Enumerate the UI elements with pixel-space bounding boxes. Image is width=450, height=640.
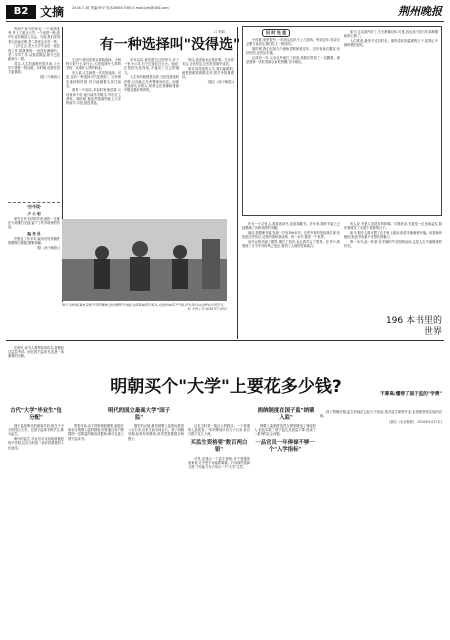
paragraph: 有人说,人生就是一次次的选择。可是,也有一种选择,叫"没得选"。当你别无选择的时候,你只能硬着头皮往前走。 [66,71,121,88]
photo-caption [62,303,227,323]
subheading: 明代的国立最高大学"国子监" [107,408,171,421]
paragraph: 明代的监生,毕业后可以直接被朝廷授予官职,这在当时是一条非常重要的入仕途径。 [8,437,64,450]
divider [237,27,238,339]
paragraph: 如今,生活条件好了,天天都像过年,可是,再也找不回当年那种期盼的心情了。 [344,30,438,39]
paragraph: 小时候,家里很穷,一年到头也吃不上几顿肉。每到过年,母亲总会想方设法让我们吃上一顿好的。 [246,38,340,47]
paragraph: 研究古代书法的学者,他的一生都在与笔墨打交道,留下了许多珍贵的作品。 [8,217,60,230]
paragraph: 作为一个文化人,我喜欢读书,也喜欢藏书。多年来,我的书架上已经摆满了各种各样的书籍。 [242,222,340,231]
article3-headline: 明朝买个"大学"上要花多少钱? [110,377,342,397]
paragraph: 景泰年间,由于国家财政紧张,朝廷开始实行纳粟入监的制度,即普通百姓只要捐纳一定数量的粮食或银两,就可以进入国子监读书。 [68,424,124,441]
paragraph: 生活中,我们常常会面临选择。小到每天吃什么穿什么,大到选择什么样的学校、从事什么样的职业。 [66,58,121,71]
article3-col1 [8,424,64,634]
paragraph: 可见,花钱买一个监生资格,对于普通家庭来说,几乎是不可能的事情。只有那些富商大贾,才有能力为子弟买一个"大学"文凭。 [188,456,250,470]
paragraph: 捧一本书,泡一杯茶,在安静的午后细细品读,这是人生中最惬意的时光。 [344,239,442,249]
paragraph: 在报社工作多年,编务员负责稿件的整理与排版,默默奉献。 [8,236,60,245]
paragraph: 在明代,读书人要想获得功名,需要经过层层考试。而在国子监读书,也是一条重要的出路。 [8,346,64,359]
author: 口 李娟 [214,30,225,34]
subheading: 古代"大学"毕业生"包分配" [10,408,62,421]
box-label [262,29,290,37]
article3-col3 [128,424,184,634]
paragraph: 纳粟入监制度虽然为国家增加了财政收入,但也导致了国子监生员质量下降,造成了一系列的社会问题。 [254,424,316,437]
paragraph: 到了明朝后期,监生的地位已经大不如前,很多监生即使毕业,也很难获得实际的官职。 [320,410,442,419]
top-left-article [8,27,60,199]
left-narrow-items [8,212,60,302]
paragraph: 人们常说,最美不过旧时光。那些清贫却温暖的日子,是我心中最珍贵的回忆。 [344,38,438,48]
paragraph: 国子监是明代的最高学府,相当于今天的国立大学。在国子监读书的学生,称为监生。 [8,424,64,437]
article1-col2 [124,58,179,214]
right-col1 [246,38,340,212]
paragraph: 有两个孩子的家长,一个成绩优秀,考上了重点大学,一个成绩一般,高中毕业后就进入社会。当初,我们觉得老大前途光明,老二将来会辛苦一些。 [8,27,60,44]
paragraph: 读书让我开阔了眼界,增长了知识,也让我学会了思考。在书中,我看到了古今中外的风云变幻,看到了人间的悲欢离合。 [242,239,340,249]
header-date: 2016.7.16 [72,6,90,10]
item-title: 编 务 员 [27,231,41,236]
book-article-title: 196 本书里的世界 [385,316,442,337]
section-rule [6,340,444,341]
article3-intro [8,346,64,406]
paragraph: 如今,很多人都习惯了在手机上阅读,纸质书渐渐被冷落。但我始终相信,纸质书有着不可替代的魅力。 [344,230,442,240]
subheading: 不算高:懂得了国子监的"学费" [380,392,442,397]
newspaper-brand: 荆州晚报 [398,5,442,18]
caption-text: 新学习时期,要有自强不息的精神,坚持理想不动摇,在困难面前不低头,在挫折面前不气馁,用实际行动诠释奋斗的意义。 [62,303,227,307]
article1-col3 [182,58,234,214]
paragraph: 记得有一年,父亲从外地打工回来,给我们带回了一包糖果。那是我第一次吃到那么好吃的糖,至今难忘。 [246,55,340,65]
section-title: 文摘 [40,5,65,19]
caption-credit: 时 少民 / 作 2016年7月5日 [187,307,227,312]
header-editor: 责编:钟平 [90,6,106,10]
item-title: 卢 小 明 [27,212,41,216]
page-code-badge: B2 [6,5,36,19]
right-col2 [344,30,438,212]
byline: (据《今晚报》) [39,74,60,79]
paragraph: 所以,没得选未必是坏事。它让你专注,让你坚定,让你在逆境中成长。 [182,58,234,67]
article3-col5 [254,424,316,634]
article-photo [62,219,227,301]
header-rule [6,21,444,22]
article1-col1 [66,58,121,214]
byline: (据《扬子晚报》) [36,245,60,250]
paragraph: 这在当时是一笔巨大的数目。一个普通的七品知县,一年的俸禄只有九十石米,折合白银不过几十两。 [188,424,250,437]
article3-col2 [68,424,124,634]
byline: (摘自《扬子晚报》) [207,80,234,85]
box-label-text: 旧 时 光 里 [262,29,290,37]
byline: (摘自《北京晚报》 2016年6月12日) [389,420,442,425]
subheading: 捐纳制度在国子监"纳粟入监" [257,408,315,421]
divider [8,202,60,203]
paragraph: 我有一个朋友,年轻时家境贫寒,父母身体不好,他只能早早辍学,外出打工养家。那时候,他也羡慕那些能上大学的同学,可是,他没得选。 [66,88,121,106]
paragraph: 多年以后,他凭借自己的努力,开了一家小公司,日子过得红红火火。他说:正是因为没得选,才逼出了自己的潜力。 [124,58,179,75]
subheading: 一品官员一年俸禄不够一个"入学指标" [255,439,315,453]
book-col1 [242,222,340,340]
subheading: 买监生资格要"数百两白银" [190,439,248,453]
header-meta [72,6,169,10]
article3-col6 [320,410,442,634]
header-email: E-mail:jzrb@163.com [132,6,169,10]
paragraph: 其实,人生的道路有很多条,上大学不是唯一的出路。有时候,选择比努力更重要。 [8,61,60,75]
header-phone: 电话:86557165 [106,6,132,10]
paragraph: 面对没得选的人生,我们能做的,就是把眼前的路走好,把手中的事做好。 [182,66,234,80]
section-label: ·古今谈· [26,204,42,209]
paragraph: 有人说,书是人类进步的阶梯。对我来说,书更是一位良师益友,陪伴我度过了无数个孤独的日子。 [344,222,442,231]
paragraph: 人生有时候就是这样,当你没得选的时候,反而能心无旁骛地向前走。而那些选择太多的人,常常会在犹豫和徘徊中错过最好的时机。 [124,75,179,92]
paragraph: 几年过去,老大大学毕业后一直在找工作,挑挑拣拣,一直没有满意的。老二早早工作,从基层做起,如今已经能独当一面。 [8,44,60,61]
book-col2 [344,222,442,314]
photo-scene [62,219,227,301]
paragraph: 据史料记载,最初纳粟入监的标准是八百石米,后来又改为四百石。到了明朝后期,标准有所降低,但仍然需要数百两银子。 [128,424,184,441]
article3-col4 [188,424,250,634]
paragraph: 那时候,我们兄妹几个最盼望的就是过年。过年有新衣服穿,有好吃的,还有压岁钱。 [246,46,340,56]
article-headline: 有一种选择叫"没得选" [99,37,241,53]
paragraph: 最近,我整理书架,发现一共有196本书。这些书有的是经典名著,有的是历史传记,还有的是科普读物。每一本书,都是一个世界。 [242,230,340,240]
